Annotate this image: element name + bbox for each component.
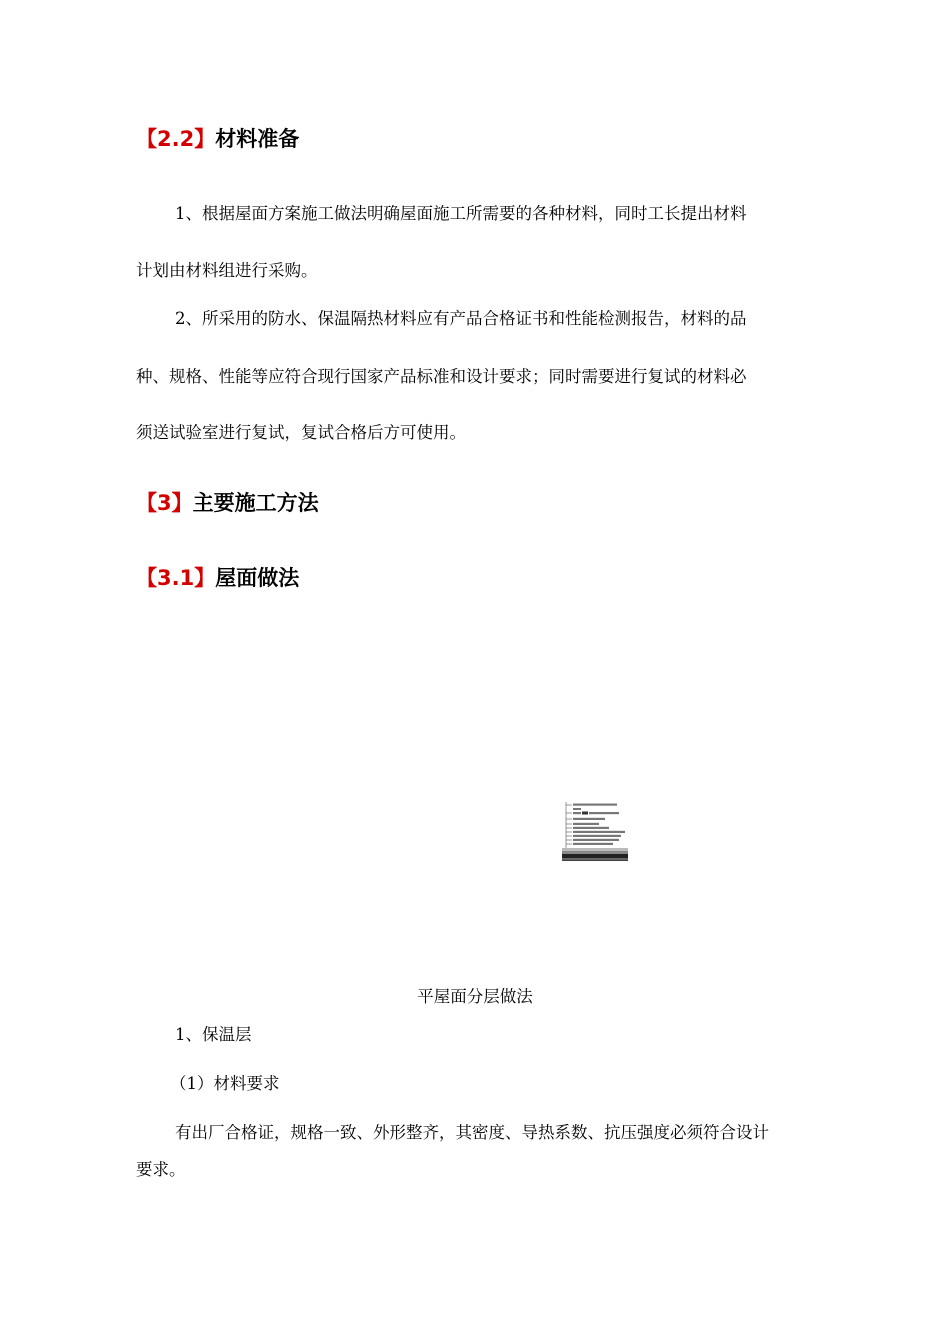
- paragraph-2-line-2: 种、规格、性能等应符合现行国家产品标准和设计要求；同时需要进行复试的材料必: [136, 367, 747, 386]
- diagram-label-marks: [573, 804, 625, 846]
- diagram-layer-stack: [562, 848, 628, 861]
- heading-bracket-close: 】: [194, 127, 216, 151]
- heading-bracket-open: 【: [136, 491, 157, 515]
- heading-bracket-close: 】: [194, 566, 216, 590]
- heading-number: 3.1: [157, 566, 195, 590]
- heading-number: 3: [157, 491, 172, 515]
- paragraph-1-line-2: 计划由材料组进行采购。: [136, 261, 318, 280]
- heading-bracket-open: 【: [136, 127, 157, 151]
- section-heading-2-2: [136, 126, 299, 152]
- figure-caption: 平屋面分层做法: [417, 987, 533, 1006]
- heading-title: 屋面做法: [215, 566, 300, 590]
- sub-item-1-1: （1）材料要求: [170, 1074, 280, 1093]
- section-heading-3: [136, 490, 319, 516]
- heading-title: 材料准备: [215, 127, 300, 151]
- heading-bracket-close: 】: [171, 491, 193, 515]
- paragraph-2-line-3: 须送试验室进行复试，复试合格后方可使用。: [136, 423, 466, 442]
- roof-layer-diagram: [560, 800, 640, 864]
- paragraph-3-line-1: 有出厂合格证，规格一致、外形整齐，其密度、导热系数、抗压强度必须符合设计: [175, 1123, 769, 1142]
- heading-number: 2.2: [157, 127, 195, 151]
- heading-bracket-open: 【: [136, 566, 157, 590]
- section-heading-3-1: [136, 565, 299, 591]
- paragraph-3-line-2: 要求。: [136, 1160, 186, 1179]
- diagram-leader-lines: [566, 802, 572, 852]
- paragraph-2-line-1: 2、所采用的防水、保温隔热材料应有产品合格证书和性能检测报告，材料的品: [175, 309, 747, 328]
- heading-title: 主要施工方法: [192, 491, 319, 515]
- paragraph-1-line-1: 1、根据屋面方案施工做法明确屋面施工所需要的各种材料，同时工长提出材料: [175, 204, 747, 223]
- list-item-1: 1、保温层: [175, 1025, 252, 1044]
